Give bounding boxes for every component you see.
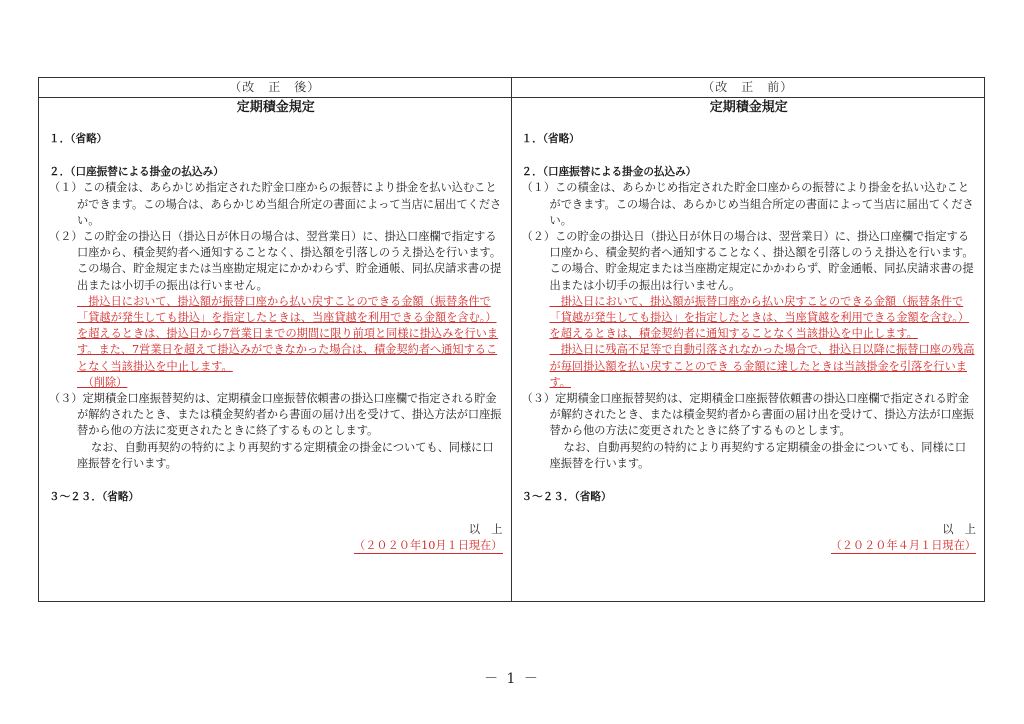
paragraph-3-note-before: なお、自動再契約の特約により再契約する定期積金の掛金についても、同様に口座振替を行います。 xyxy=(549,440,967,470)
date-before-text: （２０２０年４月１日現在） xyxy=(830,539,976,553)
comparison-table xyxy=(38,77,985,602)
section-2-after: ２．（口座振替による掛金の払込み） xyxy=(49,166,224,179)
date-after xyxy=(49,538,503,554)
paragraph-2-deleted-after: （削除） xyxy=(77,375,128,389)
paragraph-1-before: （１）この積金は、あらかじめ指定された貯金口座からの振替により掛金を払い込むことができます。この場合は、あらかじめ当組合所定の書面によって当店に届出てください。 xyxy=(521,181,974,227)
paragraph-2-before: （２）この貯金の掛込日（掛込日が休日の場合は、翌営業日）に、掛込口座欄で指定する口座から、積金契約者へ通知することなく、掛込額を引落しのうえ掛込を行います。この場合、貯金規定または当座勘定規定にかかわらず、貯金通帳、同払戻請求書の提出または小切手の振出は行いません。 xyxy=(521,230,974,292)
paragraph-2-amended-before: 掛込日において、掛込額が振替口座から払い戻すことのできる金額（振替条件で「貸越が発生しても掛込」を指定したときは、当座貸越を利用できる金額を含む。）を超えるときは、積金契約者に通知することなく当該掛込を中止します。 xyxy=(549,294,970,341)
doc-title-before: 定期積金規定 xyxy=(709,100,788,115)
column-after xyxy=(39,78,512,601)
page-number: － 1 － xyxy=(484,671,540,687)
body-before xyxy=(512,99,985,555)
section-3-23-after: ３～２３．（省略） xyxy=(49,491,140,504)
body-after xyxy=(39,99,511,555)
column-before xyxy=(512,78,985,601)
header-after: （改 正 後） xyxy=(39,78,511,98)
closing-before: 以 上 xyxy=(942,523,976,537)
paragraph-3-note-after: なお、自動再契約の特約により再契約する定期積金の掛金についても、同様に口座振替を行います。 xyxy=(77,440,494,470)
paragraph-3-before: （３）定期積金口座振替契約は、定期積金口座振替依頼書の掛込口座欄で指定される貯金が解約されたとき、または積金契約者から書面の届け出を受けて、掛込方法が口座振替から他の方法に変更されたときに終了するものとします。 xyxy=(521,392,974,438)
paragraph-2-amended-after: 掛込日において、掛込額が振替口座から払い戻すことのできる金額（振替条件で「貸越が発生しても掛込」を指定したときは、当座貸越を利用できる金額を含む。）を超えるときは、掛込日から7営業日までの期間に限り前項と同様に掛込みを行います。また、7営業日を超えて掛込みができなかった場合は、積金契約者へ通知することなく当該掛込を中止します。 xyxy=(77,294,499,373)
paragraph-1-after: （１）この積金は、あらかじめ指定された貯金口座からの振替により掛金を払い込むことができます。この場合は、あらかじめ当組合所定の書面によって当店に届出てください。 xyxy=(49,181,502,227)
section-2-before: ２．（口座振替による掛金の払込み） xyxy=(521,166,697,179)
section-3-23-before: ３～２３．（省略） xyxy=(521,491,612,504)
date-before xyxy=(522,538,977,554)
section-1-after: １．（省略） xyxy=(49,133,108,145)
doc-title-after: 定期積金規定 xyxy=(236,100,315,115)
paragraph-2-after: （２）この貯金の掛込日（掛込日が休日の場合は、翌営業日）に、掛込口座欄で指定する口座から、積金契約者へ通知することなく、掛込額を引落しのうえ掛込を行います。この場合、貯金規定または当座勘定規定にかかわらず、貯金通帳、同払戻請求書の提出または小切手の振出は行いません。 xyxy=(49,230,502,292)
closing-after: 以 上 xyxy=(468,523,503,537)
date-after-text: （２０２０年10月１日現在） xyxy=(354,539,503,553)
header-before: （改 正 前） xyxy=(512,78,985,98)
paragraph-2-second-before: 掛込日に残高不足等で自動引落されなかった場合で、掛込日以降に振替口座の残高が毎回掛込額を払い戻すことのでき る金額に達したときは当該掛金を引落を行います。 xyxy=(549,343,975,389)
paragraph-3-after: （３）定期積金口座振替契約は、定期積金口座振替依頼書の掛込口座欄で指定される貯金が解約されたとき、または積金契約者から書面の届け出を受けて、掛込方法が口座振替から他の方法に変更されたときに終了するものとします。 xyxy=(49,392,502,438)
section-1-before: １．（省略） xyxy=(521,133,580,145)
